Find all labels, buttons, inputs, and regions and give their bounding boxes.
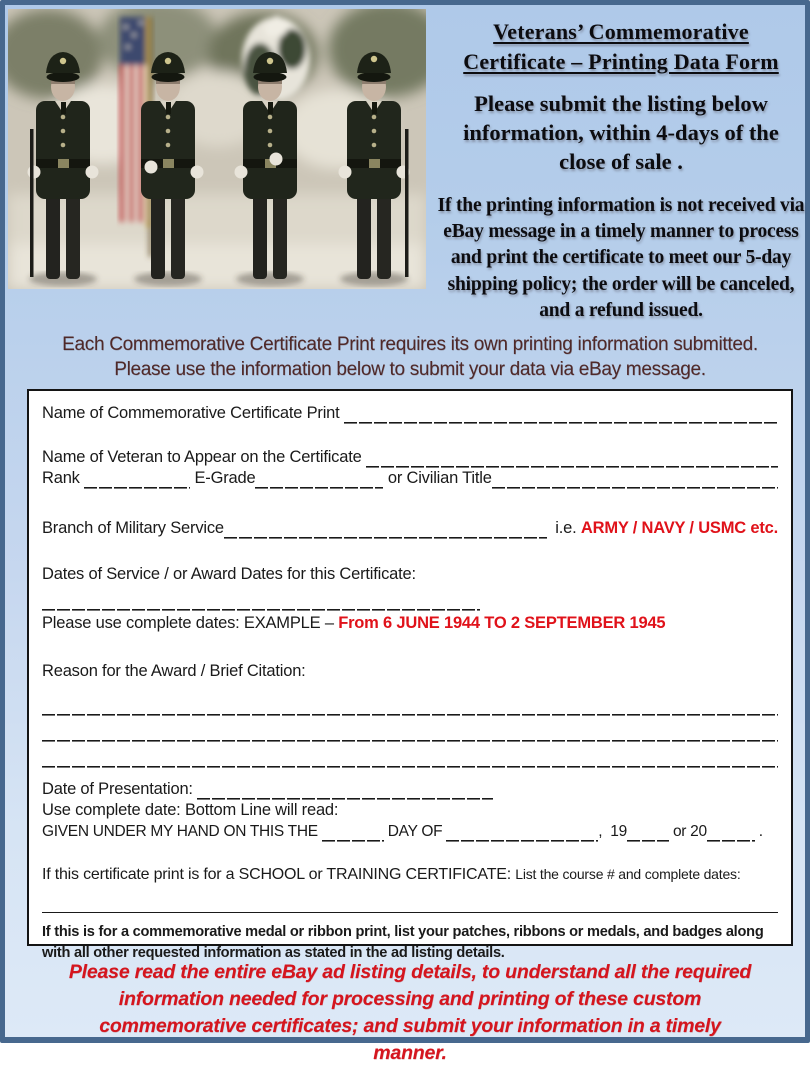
civilian-title-blank (492, 470, 778, 489)
rank-label: Rank (42, 469, 85, 487)
dates-of-service-blank-row (42, 592, 778, 611)
branch-blank (224, 520, 547, 539)
dates-example-note: Please use complete dates: EXAMPLE – (42, 614, 339, 632)
complete-date-note: Use complete date: Bottom Line will read: (42, 801, 339, 819)
reason-blank-2 (42, 723, 778, 742)
rank-blank (84, 470, 190, 489)
dates-of-service-label: Dates of Service / or Award Dates for this Certificate: (42, 565, 416, 583)
field-certificate-print-name (42, 403, 778, 424)
dates-example-red: From 6 JUNE 1944 TO 2 SEPTEMBER 1945 (338, 614, 666, 632)
honor-guard-photo (8, 9, 426, 289)
submission-instructions: Please submit the listing below information, within 4-days of the close of sale . (463, 91, 779, 174)
cancellation-warning: If the printing information is not received via eBay message in a timely manner to process and print the certificate to meet our 5-day shipping policy; the order will be canceled, and a refund issued. (437, 194, 805, 322)
page-title-line2: Certificate – Printing Data Form (463, 48, 779, 74)
dates-example-row (42, 613, 778, 634)
given-day-blank (322, 823, 384, 842)
field-reason-for-award (42, 661, 778, 682)
branch-ie-note: i.e. (546, 519, 581, 537)
honor-guard-photo-art (8, 9, 426, 289)
egrade-blank (255, 470, 383, 489)
field-date-of-presentation (42, 779, 778, 800)
dates-of-service-blank (42, 592, 480, 611)
complete-date-note-row (42, 800, 778, 821)
printing-data-form (27, 389, 793, 962)
branch-examples: ARMY / NAVY / USMC etc. (580, 519, 778, 537)
field-rank-egrade-title (42, 468, 778, 489)
given-under-hand-row (42, 821, 778, 842)
footer-read-notice: Please read the entire eBay ad listing details, to understand all the required information needed for processing and printing of these custom commemorative certificates; and submit your information in a timely manner. (68, 961, 752, 1064)
page-title-line1: Veterans’ Commemorative (493, 19, 749, 44)
veteran-name-label: Name of Veteran to Appear on the Certificate (42, 448, 366, 466)
reason-blank-1 (42, 697, 778, 716)
field-dates-of-service (42, 564, 778, 585)
presentation-label: Date of Presentation: (42, 780, 198, 798)
field-school-certificate (42, 864, 778, 885)
certificate-print-name-blank (344, 405, 778, 424)
reason-blank-row-3 (42, 742, 778, 768)
reason-blank-3 (42, 749, 778, 768)
branch-label: Branch of Military Service (42, 519, 224, 537)
reason-blank-row-1 (42, 690, 778, 716)
page-title (433, 17, 809, 76)
given-prefix: GIVEN UNDER MY HAND ON THIS THE (42, 823, 322, 840)
given-year20-blank (707, 823, 755, 842)
veteran-name-blank (366, 449, 778, 468)
field-branch-of-service (42, 518, 778, 539)
reason-blank-row-2 (42, 716, 778, 742)
school-blank-row (42, 891, 778, 913)
given-or20: or 20 (668, 823, 707, 840)
per-print-notice: Each Commemorative Certificate Print requires its own printing information submitted. Please use the information below to submit your data via eBay message. (62, 334, 758, 381)
reason-label: Reason for the Award / Brief Citation: (42, 662, 306, 680)
medal-ribbon-note: If this is for a commemorative medal or ribbon print, list your patches, ribbons or medals, and badges along with all other requested information as stated in the ad listing details. (42, 924, 764, 962)
presentation-blank (197, 781, 493, 800)
civilian-title-label: or Civilian Title (383, 469, 492, 487)
given-month-blank (446, 823, 598, 842)
school-blank (42, 894, 778, 913)
header-column (433, 17, 809, 324)
school-note: List the course # and complete dates: (515, 866, 741, 882)
field-veteran-name (42, 447, 778, 468)
egrade-label: E-Grade (190, 469, 256, 487)
certificate-print-name-label: Name of Commemorative Certificate Print (42, 404, 344, 422)
given-period: . (754, 823, 763, 840)
given-year19-blank (627, 823, 669, 842)
school-label: If this certificate print is for a SCHOOL or TRAINING CERTIFICATE: (42, 866, 516, 883)
given-comma19: , 19 (598, 823, 627, 840)
given-dayof: DAY OF (383, 823, 447, 840)
